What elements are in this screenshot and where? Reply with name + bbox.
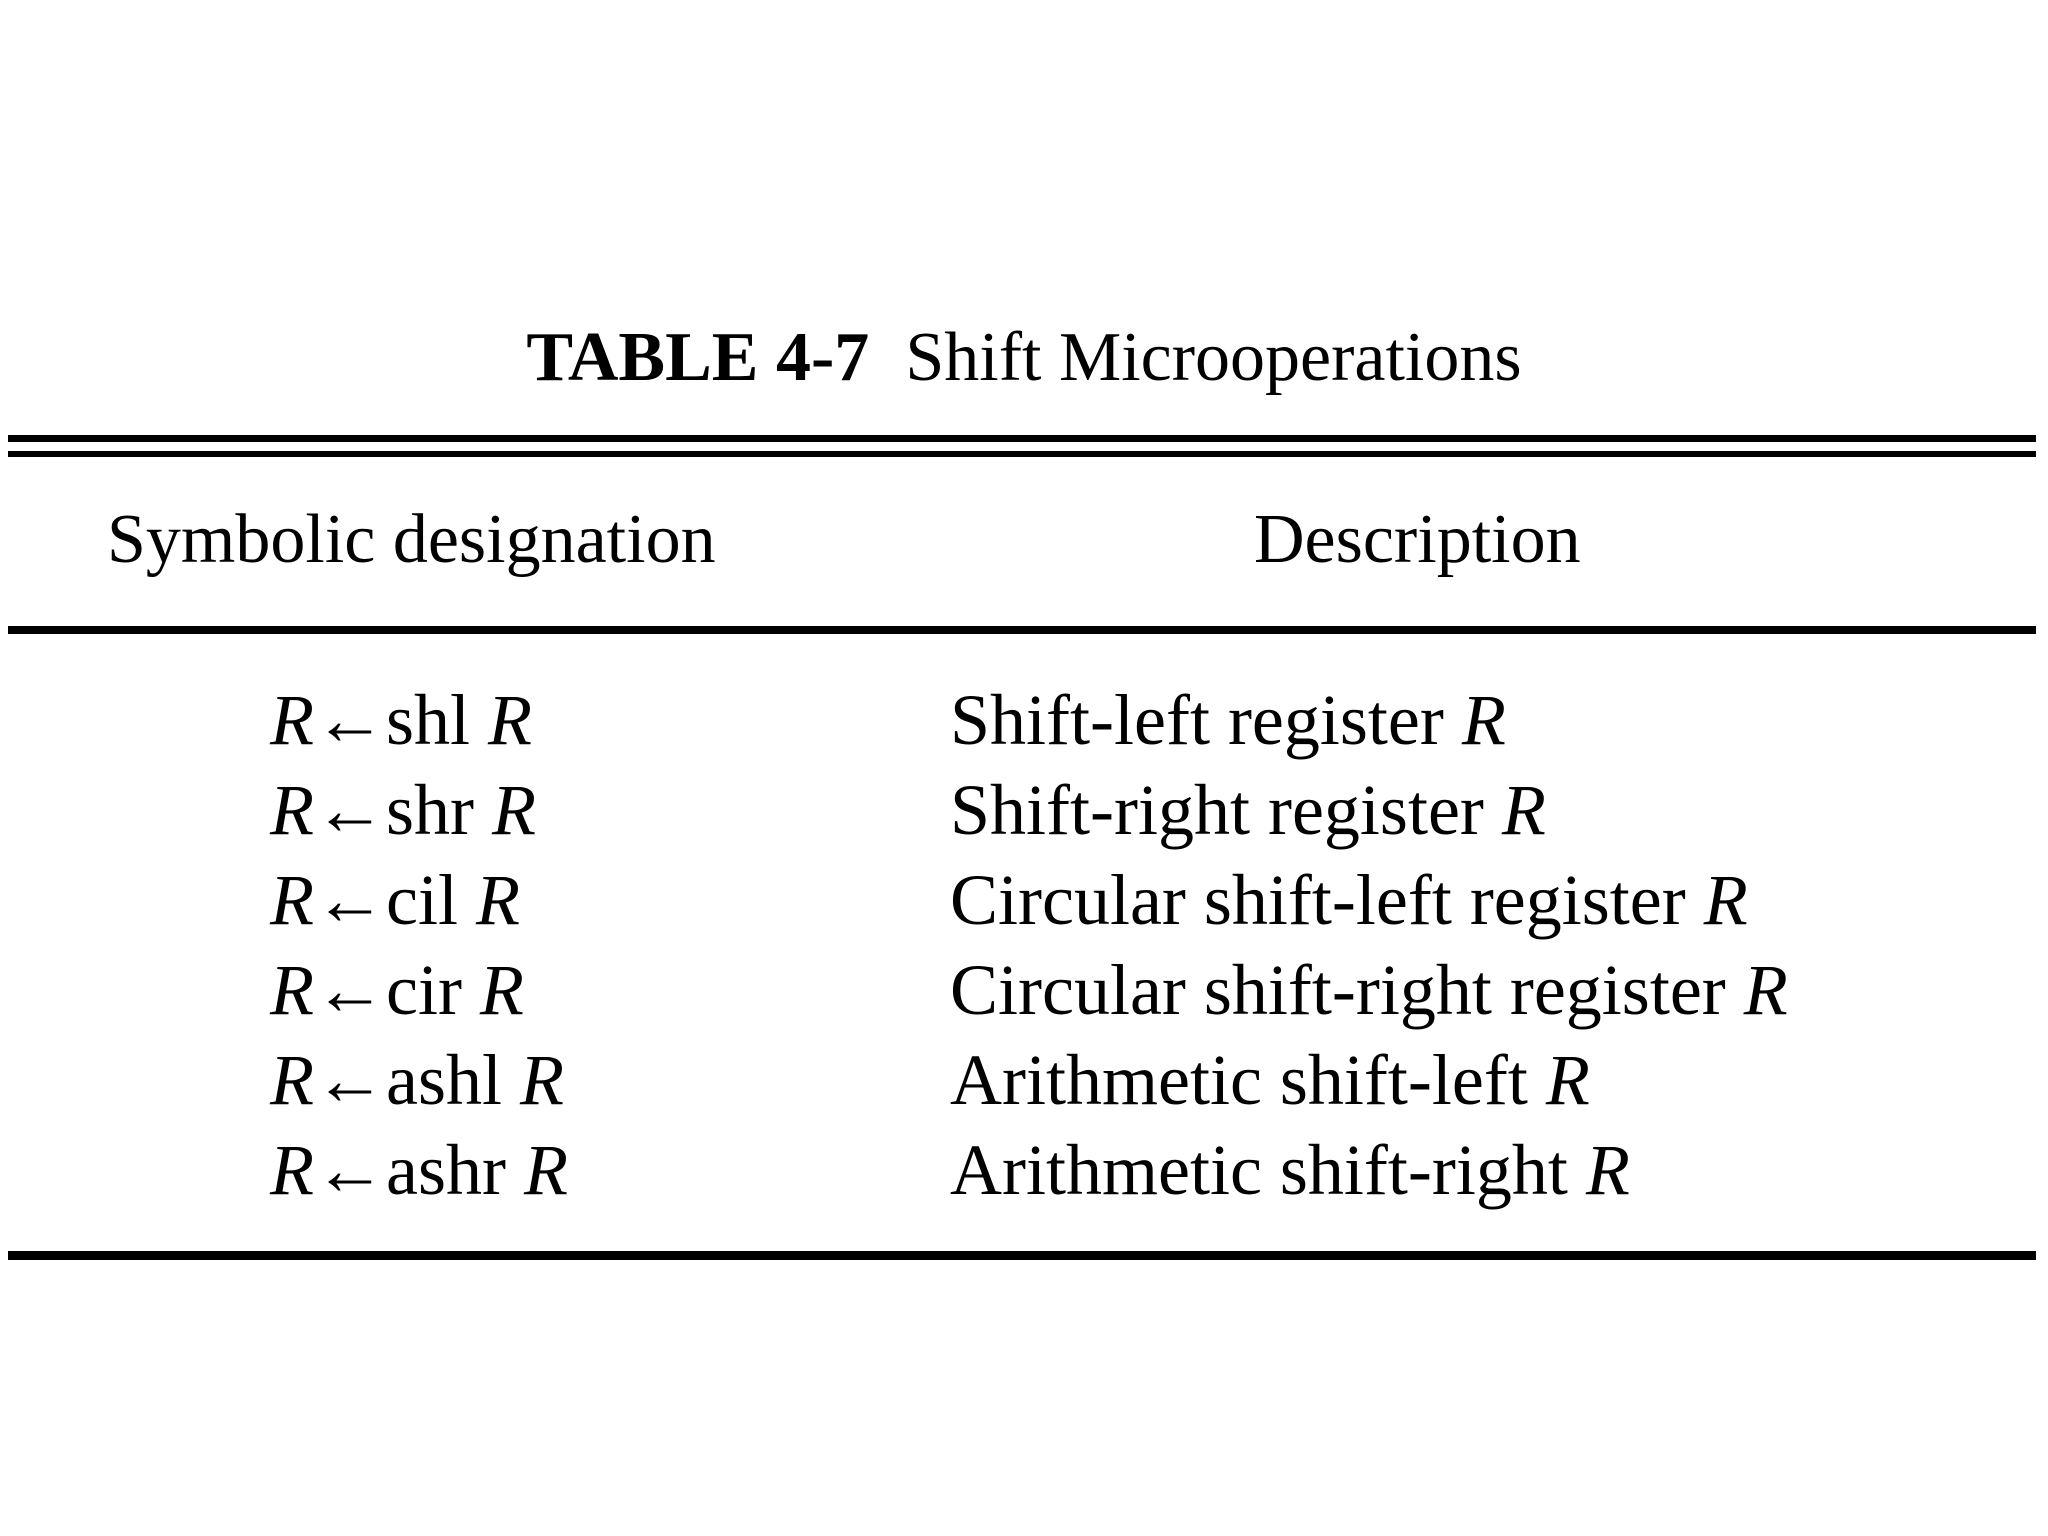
description-register: R [1585,1130,1630,1210]
operand-register: R [519,1040,564,1120]
description-cell [950,680,1506,760]
arrow-glyph: ← [313,950,386,1030]
table-caption [0,318,2048,398]
target-register: R [270,1040,314,1120]
bottom-rule [8,1251,2036,1260]
description-cell [950,860,1748,940]
description-cell [950,1130,1630,1210]
table-number: TABLE 4-7 [526,319,870,396]
operand-register: R [479,950,524,1030]
arrow-glyph: ← [313,680,386,760]
target-register: R [270,680,314,760]
operand-register: R [523,1130,568,1210]
description-register: R [1545,1040,1590,1120]
operation: ashr [385,1130,506,1210]
table-row [0,680,2048,770]
description-register: R [1703,860,1748,940]
arrow-glyph: ← [313,1040,386,1120]
table-row [0,950,2048,1040]
target-register: R [270,1130,314,1210]
target-register: R [270,950,314,1030]
header-description: Description [1254,501,1581,578]
arrow-glyph: ← [313,770,386,850]
description-text: Arithmetic shift-right [950,1130,1568,1210]
symbolic-cell [270,950,524,1030]
operand-register: R [491,770,536,850]
description-cell [950,950,1788,1030]
description-text: Shift-right register [950,770,1484,850]
target-register: R [270,770,314,850]
symbolic-cell [270,770,536,850]
description-text: Shift-left register [950,680,1444,760]
symbolic-cell [270,860,520,940]
table-title: Shift Microoperations [905,319,1522,396]
arrow-glyph: ← [313,860,386,940]
description-cell [950,770,1546,850]
arrow-glyph: ← [313,1130,386,1210]
description-register: R [1501,770,1546,850]
description-text: Arithmetic shift-left [950,1040,1528,1120]
description-cell [950,1040,1590,1120]
symbolic-cell [270,680,532,760]
top-rule-upper [8,435,2036,442]
table-body [0,680,2048,1220]
operation: cir [385,950,462,1030]
target-register: R [270,860,314,940]
operand-register: R [488,680,532,760]
operation: cil [385,860,458,940]
table-row [0,860,2048,950]
operand-register: R [475,860,520,940]
operation: shr [385,770,474,850]
table-row [0,770,2048,860]
description-register: R [1461,680,1506,760]
header-symbolic-designation: Symbolic designation [107,501,716,578]
operation: shl [385,680,471,760]
header-rule [8,626,2036,634]
top-rule-lower [8,451,2036,457]
symbolic-cell [270,1130,568,1210]
operation: ashl [385,1040,502,1120]
symbolic-cell [270,1040,564,1120]
table-row [0,1040,2048,1130]
description-text: Circular shift-right register [950,950,1726,1030]
table-row [0,1130,2048,1220]
description-text: Circular shift-left register [950,860,1686,940]
description-register: R [1743,950,1788,1030]
